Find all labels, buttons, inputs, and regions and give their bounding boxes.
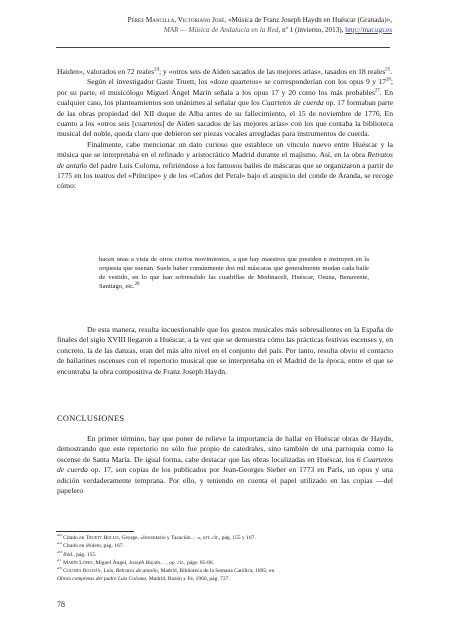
footnote-text: , Madrid, Razón y Fe, 1960, pág. 737.	[146, 576, 230, 583]
paragraph-5	[57, 434, 393, 496]
footnote	[57, 551, 393, 559]
p3-text-a: Finalmente, cabe mencionar un dato curioso que establece un vínculo nuevo entre Huéscar y la música que se interpretaba en el refinado y aristocrático Madrid durante el majismo. Así, en la obra	[57, 139, 393, 160]
footnote-rule	[56, 531, 134, 532]
header-citation	[52, 16, 392, 26]
footnote	[57, 534, 393, 542]
body-block-top	[57, 67, 393, 192]
footnote-continuation	[57, 575, 393, 583]
p5-text-b: op. 17, son copias de los publicados por Jean-Georges Sieber en 1773 en París, un opus y una edición verdaderamente temprana. Por ello, y teniendo en cuenta el papel utilizado en las copias —del papelero	[57, 465, 393, 496]
footnote-author: Coloma Roldán	[63, 568, 101, 575]
paragraph-2	[57, 77, 393, 139]
footnote-text: , Miguel Ángel,	[92, 559, 129, 566]
footnote-italic: Retratos de antaño	[115, 568, 158, 575]
footnote-italic: Ibid.	[63, 551, 74, 558]
header-author: Pérez Mancilla, Victoriano José	[127, 16, 225, 24]
header-issue: , nº 1 (invierno, 2013),	[278, 25, 344, 34]
footnote-number: 26	[57, 534, 62, 539]
footnote-text: , pág. 155.	[73, 551, 97, 558]
quote-text: hacen unas a vista de otros ciertos movimientos, a que hay maestros que presiden e instruyen en la orquesta que suenan. Suele haber comúnmente dos mil máscaras que generalmente mudan cada baile de vestido, en lo que han sobresalido las cuadrillas de Medinaceli, Huéscar, Osuna, Benavente, Santiago, etc.	[99, 256, 369, 291]
footnote	[57, 542, 393, 550]
section-heading: CONCLUSIONES	[57, 414, 125, 423]
footnote-text: , págs. 85-86.	[184, 559, 215, 566]
footnote-ref-28[interactable]: 28	[134, 282, 140, 288]
p3-italic-title: Retratos de antaño	[57, 150, 393, 170]
body-block-middle	[57, 325, 393, 377]
p2-text-c: . En cualquier caso, los planteamientos son unánimes al señalar que los	[57, 87, 393, 108]
footnote-text: Citado en	[61, 543, 86, 550]
footnote-italic: Joseph Haydn… , op. cit.	[128, 559, 185, 566]
page-number: 78	[57, 600, 65, 609]
footnote	[57, 559, 393, 567]
footnote-ref-24[interactable]: 24	[154, 67, 160, 73]
p2-text-b: ; por su parte, el musicólogo Miguel Ángel Marín señala a los opus 17 y 20 como los más probables	[57, 77, 393, 97]
footnote-text: , George, «Inventario y Tasación… »,	[118, 535, 203, 541]
footnote-ref-27[interactable]: 27	[374, 88, 380, 94]
footnote-number: 28	[57, 567, 62, 572]
footnote-text: , pág. 167.	[100, 543, 124, 550]
p2-text-d: op. 17 formaban parte de las obras propiedad del XII duque de Alba antes de su fallecimiento, el 15 de noviembre de 1776. En cuanto a los «otros seis [cuartetos] de Aiden sacados de las mejores arias» con los que contaba la biblioteca musical del noble, queda claro que debieron ser piezas vocales arregladas para instrumentos de cuerda.	[57, 98, 394, 139]
p3-text-b: del padre Luis Coloma, refiriéndose a los famosos bailes de máscaras que se organizaron a partir de 1775 en los teatros del «Príncipe» y de los «Caños del Peral» bajo el auspicio del conde de Aranda, se recoge cómo:	[57, 160, 393, 191]
p5-italic-title: 6 Cuartetos de cuerda	[57, 454, 393, 475]
footnotes	[57, 534, 393, 584]
p1-text-a: Haiden», valorados en 72 reales	[57, 67, 155, 76]
body-block-bottom	[57, 434, 393, 496]
paragraph-1	[57, 67, 393, 77]
p1-text-c: .	[390, 67, 392, 76]
header-url-link[interactable]: http://mar.ugr.es	[345, 25, 392, 34]
header-journal: MAR — Música de Andalucía en la Red	[163, 25, 279, 34]
footnote-number: 26	[57, 550, 62, 555]
footnote-text: Citado en	[61, 535, 86, 541]
footnote-text: , Madrid, Biblioteca de la Semana Católica, 1895; en	[157, 568, 275, 575]
p5-text-a: En primer término, hay que poner de relieve la importancia de hallar en Huéscar obras de Haydn, demostrando que este repertorio no sólo fue propio de catedrales, sino también de una parroquia como la oscense de Santa María. De igual forma, cabe destacar que las obras localizadas en Huéscar, los	[57, 434, 393, 464]
footnote-ref-26[interactable]: 26	[386, 77, 391, 83]
header-title: , «Música de Franz Joseph Haydn en Huéscar (Granada)»,	[224, 16, 392, 24]
footnote	[57, 567, 393, 575]
header-journal-line	[52, 26, 392, 36]
paragraph-4: De esta manera, resulta incuestionable que los gustos musicales más sobresalientes en la España de finales del siglo XVIII llegaron a Huéscar, a la vez que se demuestra cómo las prácticas festivas escenses y, en concreto, la de las danzas, eran del más alto nivel en el conjunto del país. Por tanto, resulta obvio el contacto de bailarines oscenses con el repertorio musical que se interpretaba en el Madrid de la época, entre el que se encontraba la obra compositiva de Franz Joseph Haydn.	[57, 325, 393, 376]
footnote-text: , Luis,	[100, 568, 116, 575]
footnote-ref-25[interactable]: 25	[385, 67, 391, 73]
footnote-italic: art. cit.	[202, 535, 219, 541]
footnote-italic: Obras completas del padre Luis Coloma	[57, 576, 147, 583]
header-rule	[56, 47, 390, 48]
footnote-text: , pág. 155 y 167.	[218, 535, 256, 541]
running-header	[52, 16, 392, 35]
p2-italic-title: Cuartetos de cuerda	[261, 98, 324, 108]
footnote-number: 25	[57, 542, 62, 547]
footnote-italic: ibidem	[85, 543, 101, 550]
p1-text-b: ; y «otros seis de Aiden sacados de las mejores arias», tasados en 18 reales	[159, 67, 386, 76]
p2-text-a: Según el investigador Gaste Truett, los «doze quartetos» se corresponderían con los opus 9 y 17	[87, 77, 387, 87]
footnote-author: Marín López	[63, 559, 93, 566]
block-quote	[99, 255, 369, 291]
footnote-author: Truett Hollis	[85, 535, 119, 541]
paragraph-3	[57, 140, 393, 192]
footnote-number: 27	[57, 558, 62, 564]
